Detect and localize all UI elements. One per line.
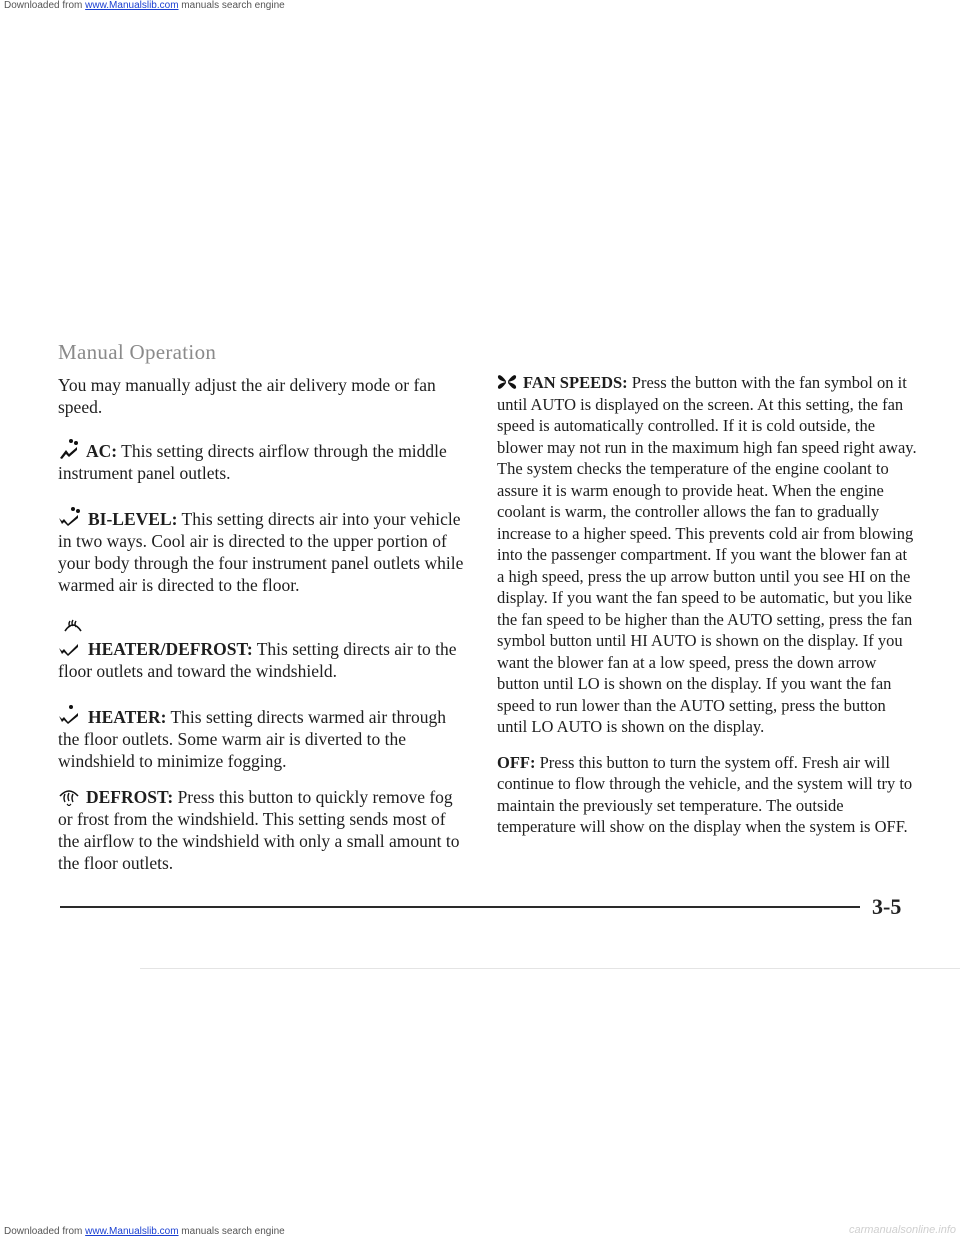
intro-paragraph: You may manually adjust the air delivery mode or fan speed. (58, 375, 436, 417)
heater-defrost-label: HEATER/DEFROST: (88, 639, 253, 659)
faint-divider (140, 968, 960, 969)
off-description: Press this button to turn the system off. Fresh air will continue to flow through the vehicle, and the system will try to maintain the previously set temperature. The outside temperature will show on the display when the system is OFF. (497, 752, 913, 836)
watermark-prefix: Downloaded from (4, 1226, 86, 1237)
heater-description: This setting directs warmed air through the floor outlets. Some warm air is diverted to the windshield to minimize fogging. (58, 707, 447, 771)
download-watermark-bottom (4, 1226, 285, 1237)
footer-rule (60, 906, 860, 908)
download-watermark-top (4, 0, 285, 11)
bi-level-icon (58, 506, 82, 528)
watermark-prefix: Downloaded from (4, 0, 86, 11)
ac-label: AC: (86, 441, 118, 461)
fan-speeds-item (497, 372, 917, 738)
heater-defrost-description: This setting directs air to the floor outlets and toward the windshield. (58, 639, 457, 681)
fan-icon (497, 373, 517, 391)
fan-speeds-description: Press the button with the fan symbol on it until AUTO is displayed on the screen. At this setting, the fan speed is automatically controlled. If it is cold outside, the blower may not run in the maximum high fan speed right away. The system checks the temperature of the engine coolant to assure it is warm enough to provide heat. When the engine coolant is warm, the controller allows the fan to gradually increase to a higher speed. This prevents cold air from blowing into the passenger compartment. If you want the blower fan at a high speed, press the up arrow button until you see HI on the display. If you want the fan speed to be automatic, but you like the fan speed to be higher than the AUTO setting, press the fan symbol button until HI AUTO is shown on the display. If you want the blower fan at a low speed, press the down arrow button until LO is shown on the display. If you want the fan speed to run lower than the AUTO setting, press the button until LO AUTO is shown on the display. (497, 373, 917, 736)
defrost-label: DEFROST: (86, 787, 174, 807)
ac-vent-icon (58, 438, 80, 460)
heater-item (58, 704, 468, 772)
bi-level-label: BI-LEVEL: (88, 509, 178, 529)
ac-mode-item (58, 438, 468, 484)
watermark-suffix: manuals search engine (178, 1226, 285, 1237)
heater-defrost-icon (58, 640, 82, 658)
page-number: 3-5 (872, 894, 902, 919)
defrost-icon (58, 788, 80, 806)
manualslib-link[interactable]: www.Manualslib.com (85, 0, 179, 11)
off-label: OFF: (497, 752, 536, 772)
left-column (58, 374, 468, 888)
off-item (497, 752, 917, 838)
bi-level-item (58, 506, 468, 596)
section-title: Manual Operation (58, 340, 217, 364)
manualslib-link[interactable]: www.Manualslib.com (85, 1226, 179, 1237)
defrost-description: Press this button to quickly remove fog or frost from the windshield. This setting sends most of the airflow to the windshield with only a small amount to the floor outlets. (58, 787, 460, 873)
carmanualsonline-watermark: carmanualsonline.info (848, 1224, 956, 1236)
ac-description: This setting directs airflow through the middle instrument panel outlets. (58, 441, 447, 483)
defrost-item (58, 786, 468, 874)
bi-level-description: This setting directs air into your vehicle in two ways. Cool air is directed to the upper portion of your body through the four instrument panel outlets while warmed air is directed to the floor. (58, 509, 464, 595)
heater-icon (58, 704, 82, 726)
right-column (497, 372, 917, 852)
fan-speeds-label: FAN SPEEDS: (523, 373, 628, 392)
heater-defrost-item (58, 616, 468, 682)
heater-label: HEATER: (88, 707, 167, 727)
watermark-suffix: manuals search engine (178, 0, 285, 11)
defrost-lines-icon (62, 616, 468, 638)
